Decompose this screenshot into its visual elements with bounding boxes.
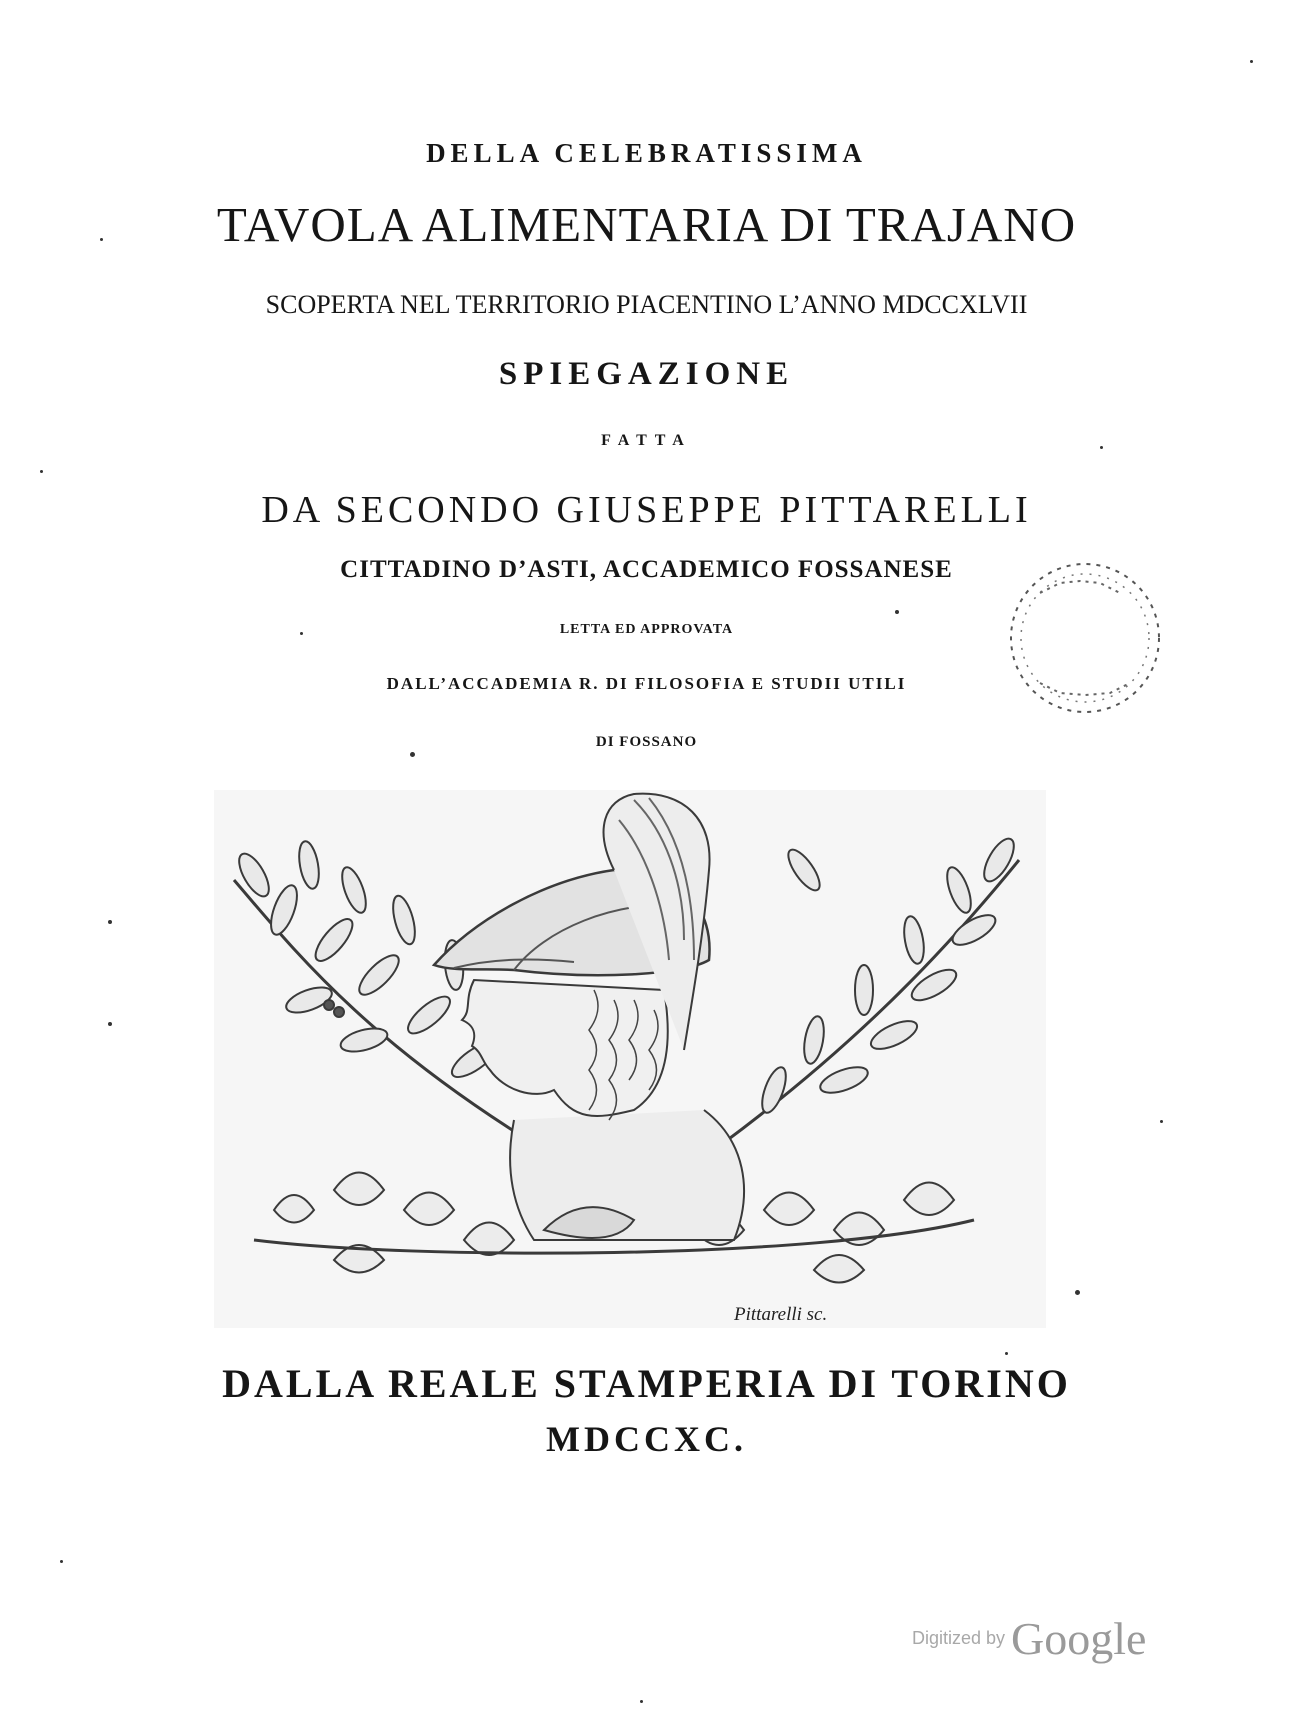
scan-speck [108,1022,112,1026]
scan-speck [1075,1290,1080,1295]
author-affiliation: CITTADINO D’ASTI, ACCADEMICO FOSSANESE [340,556,953,583]
approval-line: LETTA ED APPROVATA [559,622,734,637]
google-logo-text: Google [1011,1613,1147,1664]
scan-speck [895,610,899,614]
scan-speck [640,1700,643,1703]
minerva-engraving-icon [214,790,1046,1328]
scan-speck [300,632,303,635]
subtitle-discovery: SCOPERTA NEL TERRITORIO PIACENTINO L’ANNO MDCCXLVII [265,290,1028,319]
academy-line: DALL’ACCADEMIA R. DI FILOSOFIA E STUDII UTILI [386,674,907,693]
engraver-signature: Pittarelli sc. [734,1304,828,1325]
imprint-year: MDCCXC. [546,1419,747,1459]
title-fatta: FATTA [601,432,692,449]
library-stamp-icon [1000,553,1170,723]
scan-speck [1160,1120,1163,1123]
scan-speck [108,920,112,924]
scan-speck [60,1560,63,1563]
imprint-printer: DALLA REALE STAMPERIA DI TORINO [222,1361,1071,1406]
scan-speck [410,752,415,757]
scan-speck [40,470,43,473]
academy-place: DI FOSSANO [595,734,698,750]
scan-speck [1005,1352,1008,1355]
title-line-della-celebratissima: DELLA CELEBRATISSIMA [426,138,867,168]
scan-speck [1250,60,1253,63]
main-title: TAVOLA ALIMENTARIA DI TRAJANO [216,197,1077,252]
google-watermark [912,1612,1146,1665]
scan-speck [1100,446,1103,449]
digitized-by-label: Digitized by [912,1628,1006,1648]
title-spiegazione: SPIEGAZIONE [498,356,795,392]
author-name: DA SECONDO GIUSEPPE PITTARELLI [261,489,1032,531]
scan-speck [100,238,103,241]
